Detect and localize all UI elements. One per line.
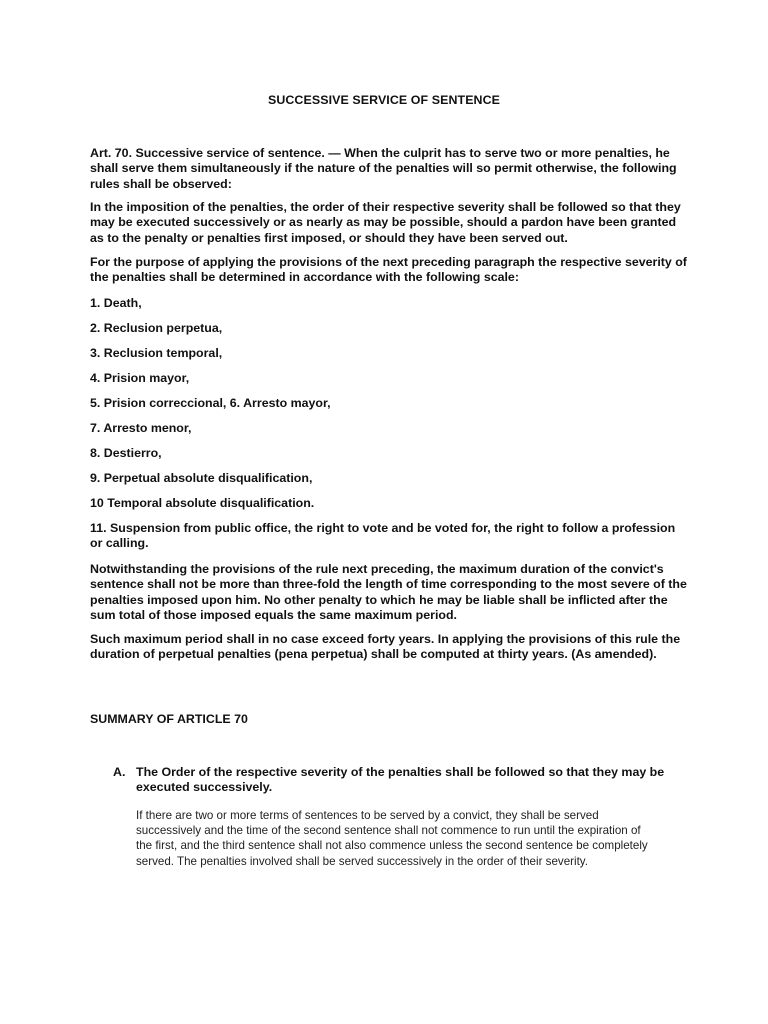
scale-item: 9. Perpetual absolute disqualification, (90, 471, 313, 485)
scale-item: 8. Destierro, (90, 446, 162, 460)
document-title: SUCCESSIVE SERVICE OF SENTENCE (267, 93, 501, 107)
summary-item-letter: A. (113, 765, 126, 779)
summary-item-title: The Order of the respective severity of the penalties shall be followed so that they may be executed successively. (136, 765, 665, 795)
article-intro-paragraph: Art. 70. Successive service of sentence. — When the culprit has to serve two or more penalties, he shall serve them simultaneously if the nature of the penalties will so permit otherwise, the following rules shall be observed: (90, 146, 677, 191)
summary-item-body: If there are two or more terms of sentences to be served by a convict, they shall be served successively and the time of the second sentence shall not commence to run until the expiration of the first, and the third sentence shall not also commence unless the second sentence be completely served. The penalties involved shall be served successively in the order of their severity. (136, 809, 648, 868)
forty-years-paragraph: Such maximum period shall in no case exceed forty years. In applying the provisions of this rule the duration of perpetual penalties (pena perpetua) shall be computed at thirty years. (As amended). (90, 632, 681, 662)
scale-intro-paragraph: For the purpose of applying the provisions of the next preceding paragraph the respective severity of the penalties shall be determined in accordance with the following scale: (90, 255, 687, 285)
order-of-severity-paragraph: In the imposition of the penalties, the order of their respective severity shall be followed so that they may be executed successively or as nearly as may be possible, should a pardon have been granted as to the penalty or penalties first imposed, or should they have been served out. (90, 200, 681, 245)
scale-item: 5. Prision correccional, 6. Arresto mayor, (90, 396, 331, 410)
scale-item: 2. Reclusion perpetua, (90, 321, 223, 335)
scale-item: 7. Arresto menor, (90, 421, 192, 435)
scale-item: 3. Reclusion temporal, (90, 346, 223, 360)
maximum-duration-paragraph: Notwithstanding the provisions of the rule next preceding, the maximum duration of the convict's sentence shall not be more than three-fold the length of time corresponding to the most severe of the penalties imposed upon him. No other penalty to which he may be liable shall be inflicted after the sum total of those imposed equals the same maximum period. (90, 562, 687, 623)
scale-item: 10 Temporal absolute disqualification. (90, 496, 315, 510)
scale-item: 4. Prision mayor, (90, 371, 190, 385)
scale-item: 11. Suspension from public office, the right to vote and be voted for, the right to follow a profession or calling. (90, 521, 676, 551)
summary-heading: SUMMARY OF ARTICLE 70 (90, 712, 248, 726)
scale-item: 1. Death, (90, 296, 142, 310)
